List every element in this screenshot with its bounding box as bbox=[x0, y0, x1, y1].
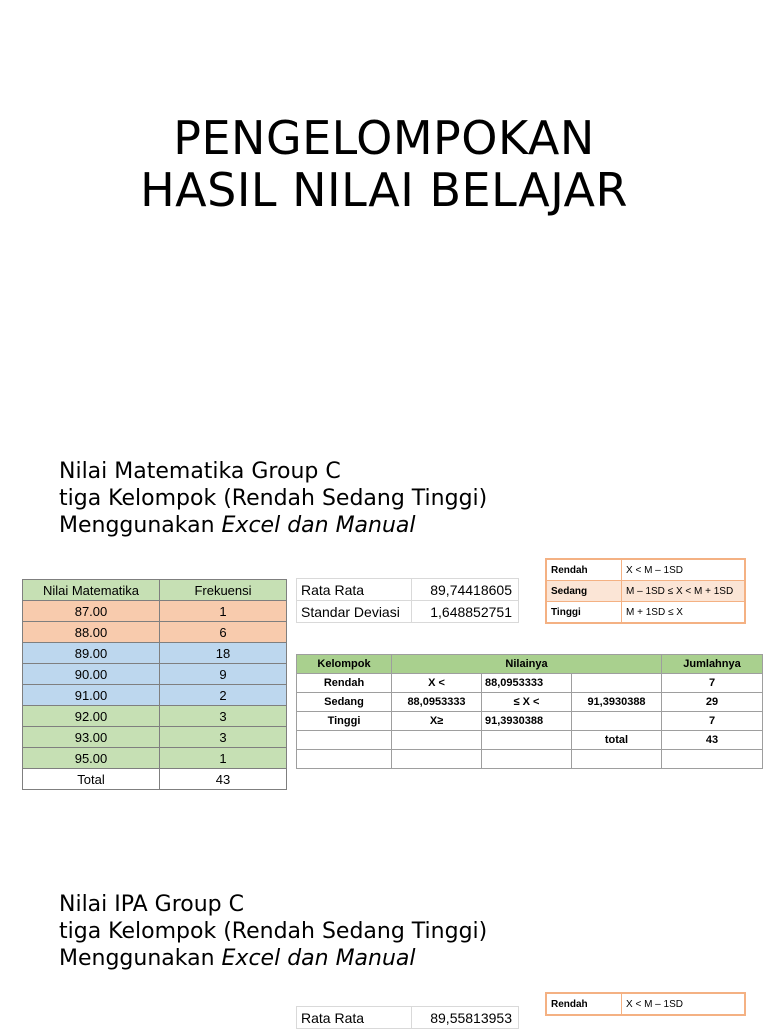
legend-row-rendah bbox=[546, 993, 745, 1015]
stats-table-1 bbox=[296, 578, 519, 623]
cell-group: Tinggi bbox=[297, 712, 392, 731]
cell-group: Sedang bbox=[297, 693, 392, 712]
section-1-intro bbox=[59, 458, 487, 539]
section-2-intro bbox=[59, 891, 487, 972]
cell-bound-c bbox=[572, 674, 662, 693]
mean-label: Rata Rata bbox=[297, 1007, 412, 1029]
legend-key: Rendah bbox=[546, 559, 622, 581]
cell-bound-b: 88,0953333 bbox=[482, 674, 572, 693]
frequency-table bbox=[22, 579, 287, 790]
cell-empty bbox=[662, 750, 763, 769]
sd-row bbox=[297, 601, 519, 623]
cell-value: 88.00 bbox=[23, 622, 160, 643]
legend-row-tinggi bbox=[546, 602, 745, 624]
cell-empty bbox=[482, 750, 572, 769]
table-row bbox=[23, 727, 287, 748]
legend-formula: M + 1SD ≤ X bbox=[622, 602, 746, 624]
cell-value: 92.00 bbox=[23, 706, 160, 727]
header-nilainya: Nilainya bbox=[392, 655, 662, 674]
cell-frequency: 6 bbox=[160, 622, 287, 643]
cell-bound-b bbox=[482, 731, 572, 750]
header-jumlahnya: Jumlahnya bbox=[662, 655, 763, 674]
cell-frequency: 18 bbox=[160, 643, 287, 664]
group-row-empty bbox=[297, 750, 763, 769]
cell-frequency: 2 bbox=[160, 685, 287, 706]
group-row-total bbox=[297, 731, 763, 750]
stats-table-2 bbox=[296, 1006, 519, 1029]
group-row-tinggi bbox=[297, 712, 763, 731]
group-row-sedang bbox=[297, 693, 763, 712]
table-row bbox=[23, 643, 287, 664]
cell-value: 95.00 bbox=[23, 748, 160, 769]
legend-row-rendah bbox=[546, 559, 745, 581]
group-table-header bbox=[297, 655, 763, 674]
table-total-row bbox=[23, 769, 287, 790]
cell-bound-a bbox=[392, 731, 482, 750]
section-1-line-3-prefix: Menggunakan bbox=[59, 513, 222, 538]
mean-row bbox=[297, 579, 519, 601]
cell-count: 7 bbox=[662, 674, 763, 693]
mean-value: 89,55813953 bbox=[412, 1007, 519, 1029]
cell-total-label: total bbox=[572, 731, 662, 750]
total-label: Total bbox=[23, 769, 160, 790]
section-2-line-3-prefix: Menggunakan bbox=[59, 946, 222, 971]
cell-bound-a: 88,0953333 bbox=[392, 693, 482, 712]
cell-bound-c bbox=[572, 712, 662, 731]
section-2-line-1: Nilai IPA Group C bbox=[59, 892, 244, 917]
cell-bound-a: X≥ bbox=[392, 712, 482, 731]
section-1-line-2: tiga Kelompok (Rendah Sedang Tinggi) bbox=[59, 486, 488, 511]
mean-value: 89,74418605 bbox=[412, 579, 519, 601]
mean-label: Rata Rata bbox=[297, 579, 412, 601]
cell-bound-c: 91,3930388 bbox=[572, 693, 662, 712]
cell-frequency: 3 bbox=[160, 727, 287, 748]
cell-group bbox=[297, 731, 392, 750]
section-2-line-2: tiga Kelompok (Rendah Sedang Tinggi) bbox=[59, 919, 488, 944]
table-row bbox=[23, 622, 287, 643]
section-1-line-3-em: Excel dan Manual bbox=[221, 513, 416, 538]
title-line-2: HASIL NILAI BELAJAR bbox=[140, 163, 628, 217]
cell-frequency: 1 bbox=[160, 601, 287, 622]
criteria-legend-2 bbox=[545, 992, 746, 1016]
legend-formula: X < M – 1SD bbox=[622, 559, 746, 581]
section-1-line-1: Nilai Matematika Group C bbox=[59, 459, 341, 484]
cell-value: 89.00 bbox=[23, 643, 160, 664]
criteria-legend-1 bbox=[545, 558, 746, 624]
title-line-1: PENGELOMPOKAN bbox=[173, 111, 595, 165]
total-value: 43 bbox=[160, 769, 287, 790]
section-1-line-3 bbox=[59, 512, 487, 539]
cell-value: 87.00 bbox=[23, 601, 160, 622]
cell-bound-b: 91,3930388 bbox=[482, 712, 572, 731]
legend-row-sedang bbox=[546, 581, 745, 602]
table-row bbox=[23, 685, 287, 706]
cell-count: 29 bbox=[662, 693, 763, 712]
cell-value: 90.00 bbox=[23, 664, 160, 685]
cell-value: 93.00 bbox=[23, 727, 160, 748]
mean-row bbox=[297, 1007, 519, 1029]
cell-count: 7 bbox=[662, 712, 763, 731]
table-row bbox=[23, 706, 287, 727]
header-frekuensi: Frekuensi bbox=[160, 580, 287, 601]
section-2-line-3-em: Excel dan Manual bbox=[221, 946, 416, 971]
cell-bound-a: X < bbox=[392, 674, 482, 693]
sd-value: 1,648852751 bbox=[412, 601, 519, 623]
cell-group: Rendah bbox=[297, 674, 392, 693]
page-title bbox=[0, 112, 768, 216]
group-row-rendah bbox=[297, 674, 763, 693]
legend-key: Sedang bbox=[546, 581, 622, 602]
table-row bbox=[23, 748, 287, 769]
cell-bound-b: ≤ X < bbox=[482, 693, 572, 712]
table-row bbox=[23, 601, 287, 622]
group-table bbox=[296, 654, 763, 769]
section-2-line-3 bbox=[59, 945, 487, 972]
cell-value: 91.00 bbox=[23, 685, 160, 706]
sd-label: Standar Deviasi bbox=[297, 601, 412, 623]
table-row bbox=[23, 664, 287, 685]
legend-formula: X < M – 1SD bbox=[622, 993, 746, 1015]
cell-frequency: 9 bbox=[160, 664, 287, 685]
legend-key: Rendah bbox=[546, 993, 622, 1015]
cell-frequency: 3 bbox=[160, 706, 287, 727]
cell-total-count: 43 bbox=[662, 731, 763, 750]
cell-empty bbox=[392, 750, 482, 769]
header-kelompok: Kelompok bbox=[297, 655, 392, 674]
legend-formula: M – 1SD ≤ X < M + 1SD bbox=[622, 581, 746, 602]
frequency-table-header bbox=[23, 580, 287, 601]
legend-key: Tinggi bbox=[546, 602, 622, 624]
cell-empty bbox=[297, 750, 392, 769]
cell-frequency: 1 bbox=[160, 748, 287, 769]
header-nilai: Nilai Matematika bbox=[23, 580, 160, 601]
cell-empty bbox=[572, 750, 662, 769]
